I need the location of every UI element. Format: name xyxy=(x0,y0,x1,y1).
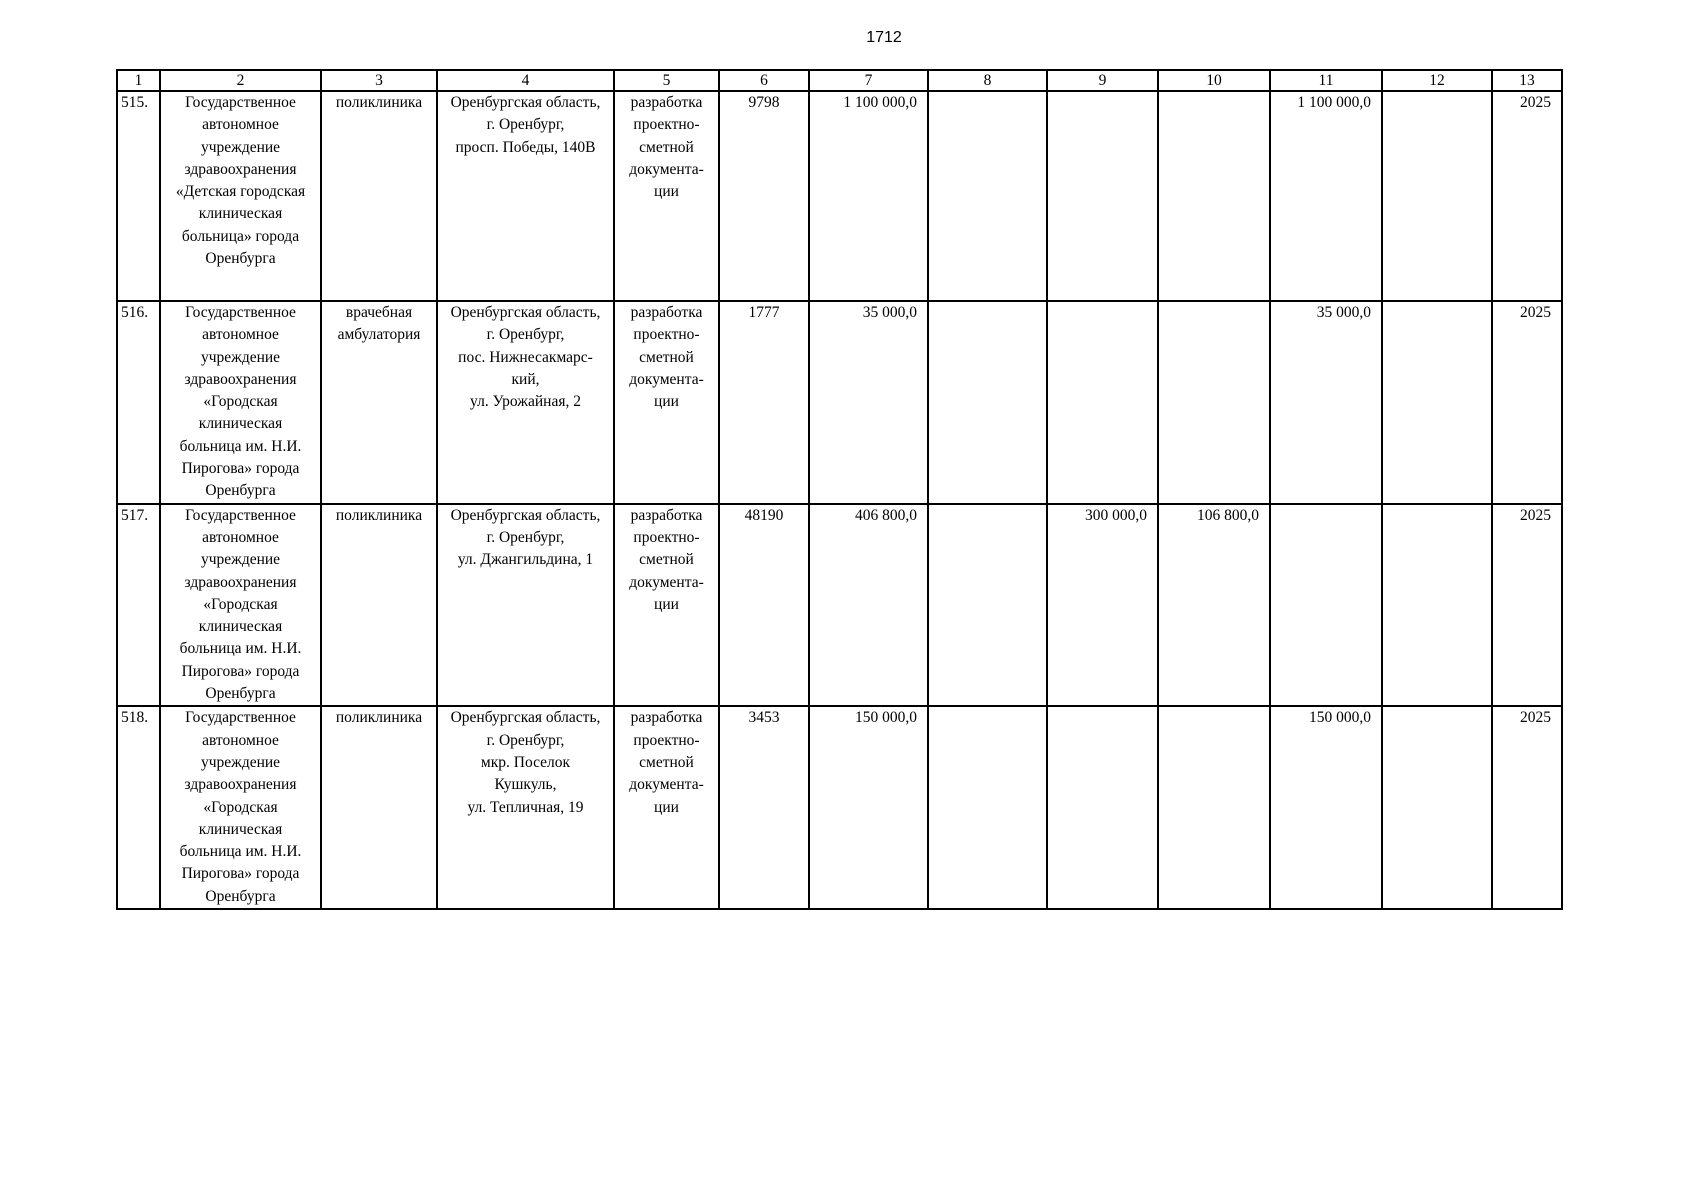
col11-cell: 1 100 000,0 xyxy=(1270,91,1382,301)
col10-cell xyxy=(1158,706,1270,909)
col12-cell xyxy=(1382,706,1492,909)
col11-cell: 150 000,0 xyxy=(1270,706,1382,909)
area-cell: 3453 xyxy=(719,706,809,909)
investment-table xyxy=(116,69,1563,910)
col8-cell xyxy=(928,301,1047,504)
column-numbers-row xyxy=(117,70,1562,91)
table-row xyxy=(117,504,1562,707)
organization-cell: Государственное автономное учреждение здравоохранения «Городская клиническая больница им. Н.И. Пирогова» города Оренбурга xyxy=(160,504,321,707)
col9-cell xyxy=(1047,91,1158,301)
column-header: 1 xyxy=(117,70,160,91)
col8-cell xyxy=(928,706,1047,909)
col11-cell: 35 000,0 xyxy=(1270,301,1382,504)
column-header: 9 xyxy=(1047,70,1158,91)
column-header: 11 xyxy=(1270,70,1382,91)
col9-cell xyxy=(1047,301,1158,504)
col11-cell xyxy=(1270,504,1382,707)
column-header: 5 xyxy=(614,70,719,91)
year-cell: 2025 xyxy=(1492,301,1562,504)
column-header: 4 xyxy=(437,70,614,91)
table-row xyxy=(117,706,1562,909)
work-type-cell: разработка проектно- сметной документа- ции xyxy=(614,91,719,301)
address-cell: Оренбургская область, г. Оренбург, ул. Джангильдина, 1 xyxy=(437,504,614,707)
year-cell: 2025 xyxy=(1492,706,1562,909)
col12-cell xyxy=(1382,301,1492,504)
col9-cell xyxy=(1047,706,1158,909)
table-row xyxy=(117,91,1562,301)
col10-cell xyxy=(1158,301,1270,504)
table-row xyxy=(117,301,1562,504)
work-type-cell: разработка проектно- сметной документа- ции xyxy=(614,301,719,504)
organization-cell: Государственное автономное учреждение здравоохранения «Городская клиническая больница им. Н.И. Пирогова» города Оренбурга xyxy=(160,301,321,504)
row-number: 516. xyxy=(117,301,160,504)
col12-cell xyxy=(1382,504,1492,707)
work-type-cell: разработка проектно- сметной документа- ции xyxy=(614,504,719,707)
total-cost-cell: 150 000,0 xyxy=(809,706,928,909)
total-cost-cell: 35 000,0 xyxy=(809,301,928,504)
total-cost-cell: 1 100 000,0 xyxy=(809,91,928,301)
column-header: 3 xyxy=(321,70,437,91)
area-cell: 9798 xyxy=(719,91,809,301)
row-number: 518. xyxy=(117,706,160,909)
facility-type-cell: поликлиника xyxy=(321,504,437,707)
column-header: 2 xyxy=(160,70,321,91)
page-number: 1712 xyxy=(866,29,902,46)
facility-type-cell: врачебная амбулатория xyxy=(321,301,437,504)
facility-type-cell: поликлиника xyxy=(321,91,437,301)
total-cost-cell: 406 800,0 xyxy=(809,504,928,707)
organization-cell: Государственное автономное учреждение здравоохранения «Городская клиническая больница им. Н.И. Пирогова» города Оренбурга xyxy=(160,706,321,909)
organization-cell: Государственное автономное учреждение здравоохранения «Детская городская клиническая больница» города Оренбурга xyxy=(160,91,321,301)
col8-cell xyxy=(928,504,1047,707)
col12-cell xyxy=(1382,91,1492,301)
address-cell: Оренбургская область, г. Оренбург, просп. Победы, 140В xyxy=(437,91,614,301)
col8-cell xyxy=(928,91,1047,301)
column-header: 8 xyxy=(928,70,1047,91)
area-cell: 48190 xyxy=(719,504,809,707)
col9-cell: 300 000,0 xyxy=(1047,504,1158,707)
col10-cell xyxy=(1158,91,1270,301)
year-cell: 2025 xyxy=(1492,91,1562,301)
area-cell: 1777 xyxy=(719,301,809,504)
address-cell: Оренбургская область, г. Оренбург, мкр. Поселок Кушкуль, ул. Тепличная, 19 xyxy=(437,706,614,909)
row-number: 517. xyxy=(117,504,160,707)
column-header: 12 xyxy=(1382,70,1492,91)
address-cell: Оренбургская область, г. Оренбург, пос. Нижнесакмарс- кий, ул. Урожайная, 2 xyxy=(437,301,614,504)
col10-cell: 106 800,0 xyxy=(1158,504,1270,707)
year-cell: 2025 xyxy=(1492,504,1562,707)
facility-type-cell: поликлиника xyxy=(321,706,437,909)
row-number: 515. xyxy=(117,91,160,301)
column-header: 10 xyxy=(1158,70,1270,91)
column-header: 6 xyxy=(719,70,809,91)
column-header: 13 xyxy=(1492,70,1562,91)
column-header: 7 xyxy=(809,70,928,91)
work-type-cell: разработка проектно- сметной документа- ции xyxy=(614,706,719,909)
